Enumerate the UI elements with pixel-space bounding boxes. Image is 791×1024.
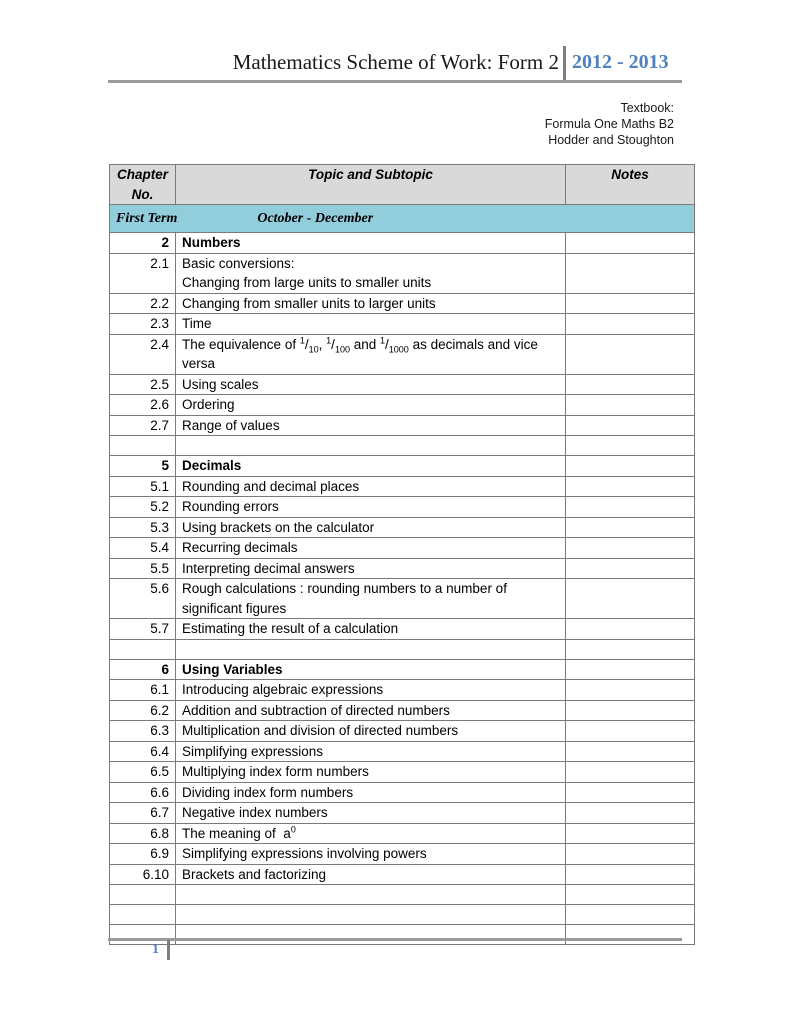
chapter-number [110,639,176,659]
notes-cell [566,233,695,254]
chapter-number: 5.5 [110,558,176,579]
notes-cell [566,905,695,925]
header-divider [563,46,566,80]
fraction: $^1/_{1000}$ [380,335,409,355]
notes-cell [566,762,695,783]
term-period: October - December [257,210,374,226]
chapter-number: 2.4 [110,334,176,374]
chapter-number [110,905,176,925]
table-row [110,659,695,680]
topic-cell: Multiplying index form numbers [176,762,566,783]
topic-cell [176,925,566,945]
notes-cell [566,579,695,619]
chapter-number [110,885,176,905]
notes-cell [566,395,695,416]
topic-cell: Using brackets on the calculator [176,517,566,538]
topic-cell [176,436,566,456]
chapter-number: 5 [110,456,176,477]
blank-row [110,436,695,456]
table-row [110,579,695,619]
notes-cell [566,497,695,518]
textbook-name: Formula One Maths B2 [544,117,674,131]
table-row [110,415,695,436]
notes-cell [566,639,695,659]
topic-cell: Dividing index form numbers [176,782,566,803]
notes-cell [566,517,695,538]
table-row [110,334,695,374]
table-row [110,680,695,701]
table-row [110,476,695,497]
table-row [110,803,695,824]
topic-cell: Introducing algebraic expressions [176,680,566,701]
notes-cell [566,925,695,945]
notes-cell [566,700,695,721]
table-row [110,374,695,395]
chapter-number: 2.5 [110,374,176,395]
blank-row [110,925,695,945]
header-chapter: Chapter No. [110,165,176,205]
chapter-number: 5.2 [110,497,176,518]
chapter-number: 6.5 [110,762,176,783]
chapter-number: 6.6 [110,782,176,803]
textbook-info [545,100,674,148]
topic-cell: Addition and subtraction of directed numbers [176,700,566,721]
notes-cell [566,314,695,335]
topic-cell: Basic conversions: Changing from large units to smaller units [176,253,566,293]
table-row [110,497,695,518]
term-row [110,205,695,233]
table-row [110,314,695,335]
table-row [110,844,695,865]
term-cell [110,205,695,233]
chapter-number: 5.4 [110,538,176,559]
topic-cell [176,885,566,905]
topic-cell: Recurring decimals [176,538,566,559]
textbook-label: Textbook: [620,101,674,115]
chapter-number: 6.2 [110,700,176,721]
footer-divider [167,940,170,960]
topic-cell: Range of values [176,415,566,436]
fraction: $^1/_{100}$ [326,335,350,355]
table-row [110,741,695,762]
topic-cell: Negative index numbers [176,803,566,824]
notes-cell [566,721,695,742]
notes-cell [566,415,695,436]
chapter-number: 5.3 [110,517,176,538]
chapter-number: 2.7 [110,415,176,436]
chapter-number [110,436,176,456]
notes-cell [566,619,695,640]
topic-cell: Using scales [176,374,566,395]
chapter-number: 6.10 [110,864,176,885]
textbook-publisher: Hodder and Stoughton [548,133,674,147]
notes-cell [566,803,695,824]
table-row [110,700,695,721]
table-row [110,517,695,538]
table-row [110,456,695,477]
notes-cell [566,476,695,497]
blank-row [110,885,695,905]
notes-cell [566,823,695,844]
notes-cell [566,844,695,865]
table-row [110,253,695,293]
table-row [110,619,695,640]
table-row [110,864,695,885]
topic-cell: Ordering [176,395,566,416]
chapter-number: 5.6 [110,579,176,619]
topic-cell: The equivalence of $^1/_{10}$, $^1/_{100}$ and $^1/_{1000}$ as decimals and vice versa [176,334,566,374]
scheme-table [109,164,695,945]
topic-cell: Using Variables [176,659,566,680]
topic-cell: Numbers [176,233,566,254]
chapter-number: 5.1 [110,476,176,497]
notes-cell [566,293,695,314]
table-body [110,205,695,945]
table-row [110,823,695,844]
notes-cell [566,538,695,559]
topic-cell: Decimals [176,456,566,477]
topic-cell: Rough calculations : rounding numbers to a number of significant figures [176,579,566,619]
topic-cell: Rounding errors [176,497,566,518]
chapter-number: 5.7 [110,619,176,640]
notes-cell [566,864,695,885]
topic-cell [176,905,566,925]
chapter-number: 2.2 [110,293,176,314]
chapter-number: 6.3 [110,721,176,742]
topic-cell: Simplifying expressions involving powers [176,844,566,865]
table-row [110,395,695,416]
chapter-number: 6.8 [110,823,176,844]
topic-cell: Time [176,314,566,335]
topic-cell [176,639,566,659]
topic-cell: Changing from smaller units to larger units [176,293,566,314]
chapter-number: 2.6 [110,395,176,416]
topic-cell: Brackets and factorizing [176,864,566,885]
notes-cell [566,253,695,293]
notes-cell [566,436,695,456]
notes-cell [566,374,695,395]
chapter-number: 2 [110,233,176,254]
notes-cell [566,782,695,803]
notes-cell [566,334,695,374]
chapter-number [110,925,176,945]
blank-row [110,639,695,659]
table-header-row [110,165,695,205]
blank-row [110,905,695,925]
table-row [110,558,695,579]
notes-cell [566,558,695,579]
fraction: $^1/_{10}$ [299,335,319,355]
page-number: 1 [152,942,159,957]
chapter-number: 6.1 [110,680,176,701]
notes-cell [566,741,695,762]
topic-cell: Simplifying expressions [176,741,566,762]
notes-cell [566,456,695,477]
header-rule [108,80,682,83]
header-topic: Topic and Subtopic [176,165,566,205]
chapter-number: 6.7 [110,803,176,824]
topic-cell: Estimating the result of a calculation [176,619,566,640]
term-name: First Term [116,210,178,226]
notes-cell [566,659,695,680]
table-row [110,721,695,742]
chapter-number: 6 [110,659,176,680]
academic-year: 2012 - 2013 [572,51,669,73]
topic-cell: Interpreting decimal answers [176,558,566,579]
table-row [110,293,695,314]
topic-cell: Rounding and decimal places [176,476,566,497]
notes-cell [566,680,695,701]
header-notes: Notes [566,165,695,205]
footer-rule [108,938,682,941]
chapter-number: 2.1 [110,253,176,293]
chapter-number: 6.9 [110,844,176,865]
chapter-number: 6.4 [110,741,176,762]
document-title: Mathematics Scheme of Work: Form 2 [232,50,559,74]
table-row [110,233,695,254]
chapter-number: 2.3 [110,314,176,335]
table-row [110,762,695,783]
table-row [110,782,695,803]
notes-cell [566,885,695,905]
topic-cell: Multiplication and division of directed numbers [176,721,566,742]
topic-cell: The meaning of $a^0$ [176,823,566,844]
table-row [110,538,695,559]
